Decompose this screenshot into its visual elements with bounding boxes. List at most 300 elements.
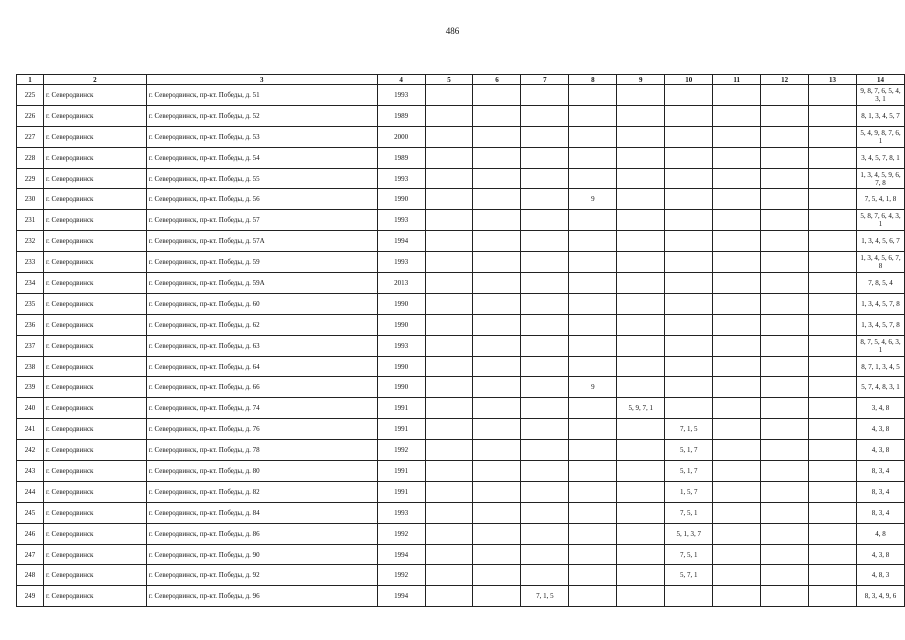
row-number-cell: 249 (17, 586, 44, 607)
year-cell: 1990 (377, 314, 425, 335)
table-row (17, 105, 905, 126)
col13-cell (809, 85, 857, 106)
col9-cell (617, 523, 665, 544)
table-row (17, 293, 905, 314)
year-cell: 1991 (377, 481, 425, 502)
col7-cell (521, 419, 569, 440)
city-cell: г. Северодвинск (43, 252, 146, 273)
year-cell: 1994 (377, 231, 425, 252)
row-number-cell: 230 (17, 189, 44, 210)
col7-cell (521, 461, 569, 482)
col8-cell (569, 502, 617, 523)
col13-cell (809, 356, 857, 377)
col5-cell (425, 314, 473, 335)
col6-cell (473, 586, 521, 607)
city-cell: г. Северодвинск (43, 481, 146, 502)
col9-cell (617, 544, 665, 565)
address-cell: г. Северодвинск, пр-кт. Победы, д. 90 (146, 544, 377, 565)
year-cell: 1993 (377, 210, 425, 231)
row-number-cell: 246 (17, 523, 44, 544)
city-cell: г. Северодвинск (43, 356, 146, 377)
col10-cell (665, 377, 713, 398)
col14-cell: 8, 7, 5, 4, 6, 3, 1 (856, 335, 904, 356)
col9-cell (617, 461, 665, 482)
col11-cell (713, 293, 761, 314)
row-number-cell: 237 (17, 335, 44, 356)
col9-cell (617, 210, 665, 231)
col6-cell (473, 356, 521, 377)
col14-cell: 3, 4, 8 (856, 398, 904, 419)
year-cell: 1992 (377, 565, 425, 586)
col9-cell (617, 481, 665, 502)
col8-cell: 9 (569, 377, 617, 398)
year-cell: 1990 (377, 356, 425, 377)
row-number-cell: 236 (17, 314, 44, 335)
col10-cell (665, 168, 713, 189)
col12-cell (761, 419, 809, 440)
col7-cell (521, 377, 569, 398)
col7-cell (521, 356, 569, 377)
col5-cell (425, 356, 473, 377)
column-header: 10 (665, 75, 713, 85)
city-cell: г. Северодвинск (43, 419, 146, 440)
col8-cell (569, 523, 617, 544)
column-header: 5 (425, 75, 473, 85)
col11-cell (713, 586, 761, 607)
col6-cell (473, 335, 521, 356)
city-cell: г. Северодвинск (43, 544, 146, 565)
city-cell: г. Северодвинск (43, 523, 146, 544)
column-header: 3 (146, 75, 377, 85)
col13-cell (809, 440, 857, 461)
address-cell: г. Северодвинск, пр-кт. Победы, д. 57 (146, 210, 377, 231)
table-row (17, 544, 905, 565)
col13-cell (809, 314, 857, 335)
col11-cell (713, 502, 761, 523)
col12-cell (761, 126, 809, 147)
column-header: 14 (856, 75, 904, 85)
col14-cell: 8, 3, 4, 9, 6 (856, 586, 904, 607)
col10-cell (665, 293, 713, 314)
col13-cell (809, 168, 857, 189)
address-cell: г. Северодвинск, пр-кт. Победы, д. 55 (146, 168, 377, 189)
col12-cell (761, 293, 809, 314)
table-header-row (17, 75, 905, 85)
col7-cell (521, 210, 569, 231)
col8-cell (569, 586, 617, 607)
table-row (17, 147, 905, 168)
row-number-cell: 244 (17, 481, 44, 502)
table-row (17, 356, 905, 377)
year-cell: 1991 (377, 398, 425, 419)
col7-cell (521, 523, 569, 544)
col10-cell (665, 314, 713, 335)
col8-cell (569, 419, 617, 440)
col14-cell: 4, 3, 8 (856, 419, 904, 440)
city-cell: г. Северодвинск (43, 189, 146, 210)
col14-cell: 8, 3, 4 (856, 481, 904, 502)
address-cell: г. Северодвинск, пр-кт. Победы, д. 92 (146, 565, 377, 586)
table-row (17, 419, 905, 440)
row-number-cell: 232 (17, 231, 44, 252)
col8-cell (569, 398, 617, 419)
col14-cell: 7, 8, 5, 4 (856, 273, 904, 294)
col6-cell (473, 231, 521, 252)
col7-cell (521, 440, 569, 461)
col6-cell (473, 210, 521, 231)
col12-cell (761, 210, 809, 231)
col8-cell (569, 544, 617, 565)
col6-cell (473, 377, 521, 398)
city-cell: г. Северодвинск (43, 168, 146, 189)
col8-cell (569, 168, 617, 189)
col9-cell (617, 335, 665, 356)
table-row (17, 231, 905, 252)
row-number-cell: 241 (17, 419, 44, 440)
col14-cell: 3, 4, 5, 7, 8, 1 (856, 147, 904, 168)
col9-cell (617, 252, 665, 273)
address-cell: г. Северодвинск, пр-кт. Победы, д. 74 (146, 398, 377, 419)
column-header: 12 (761, 75, 809, 85)
row-number-cell: 231 (17, 210, 44, 231)
row-number-cell: 240 (17, 398, 44, 419)
col9-cell (617, 502, 665, 523)
col13-cell (809, 377, 857, 398)
col9-cell (617, 189, 665, 210)
address-cell: г. Северодвинск, пр-кт. Победы, д. 66 (146, 377, 377, 398)
col13-cell (809, 210, 857, 231)
col12-cell (761, 335, 809, 356)
col13-cell (809, 126, 857, 147)
col5-cell (425, 168, 473, 189)
col14-cell: 8, 1, 3, 4, 5, 7 (856, 105, 904, 126)
column-header: 11 (713, 75, 761, 85)
table-row (17, 252, 905, 273)
address-cell: г. Северодвинск, пр-кт. Победы, д. 78 (146, 440, 377, 461)
col6-cell (473, 481, 521, 502)
col7-cell (521, 502, 569, 523)
col11-cell (713, 105, 761, 126)
col8-cell (569, 147, 617, 168)
col7-cell (521, 273, 569, 294)
col9-cell (617, 85, 665, 106)
col7-cell (521, 105, 569, 126)
col11-cell (713, 273, 761, 294)
col7-cell (521, 85, 569, 106)
col13-cell (809, 398, 857, 419)
city-cell: г. Северодвинск (43, 398, 146, 419)
row-number-cell: 234 (17, 273, 44, 294)
col10-cell (665, 105, 713, 126)
year-cell: 1994 (377, 544, 425, 565)
col5-cell (425, 461, 473, 482)
col8-cell (569, 126, 617, 147)
col6-cell (473, 252, 521, 273)
address-cell: г. Северодвинск, пр-кт. Победы, д. 64 (146, 356, 377, 377)
col8-cell (569, 356, 617, 377)
col13-cell (809, 502, 857, 523)
col9-cell (617, 586, 665, 607)
col5-cell (425, 335, 473, 356)
year-cell: 1994 (377, 586, 425, 607)
col12-cell (761, 356, 809, 377)
col5-cell (425, 85, 473, 106)
col12-cell (761, 273, 809, 294)
col12-cell (761, 461, 809, 482)
row-number-cell: 248 (17, 565, 44, 586)
col13-cell (809, 273, 857, 294)
col10-cell (665, 85, 713, 106)
city-cell: г. Северодвинск (43, 502, 146, 523)
city-cell: г. Северодвинск (43, 273, 146, 294)
col9-cell (617, 314, 665, 335)
year-cell: 1990 (377, 189, 425, 210)
col9-cell: 5, 9, 7, 1 (617, 398, 665, 419)
col14-cell: 4, 3, 8 (856, 440, 904, 461)
col11-cell (713, 377, 761, 398)
year-cell: 1990 (377, 377, 425, 398)
year-cell: 2000 (377, 126, 425, 147)
col6-cell (473, 126, 521, 147)
col10-cell (665, 210, 713, 231)
col11-cell (713, 440, 761, 461)
city-cell: г. Северодвинск (43, 105, 146, 126)
col14-cell: 7, 5, 4, 1, 8 (856, 189, 904, 210)
col14-cell: 1, 3, 4, 5, 7, 8 (856, 314, 904, 335)
col6-cell (473, 544, 521, 565)
year-cell: 1993 (377, 168, 425, 189)
row-number-cell: 227 (17, 126, 44, 147)
col8-cell (569, 210, 617, 231)
col8-cell (569, 440, 617, 461)
address-cell: г. Северодвинск, пр-кт. Победы, д. 59А (146, 273, 377, 294)
year-cell: 1989 (377, 105, 425, 126)
col13-cell (809, 565, 857, 586)
col12-cell (761, 314, 809, 335)
col5-cell (425, 544, 473, 565)
col8-cell (569, 565, 617, 586)
city-cell: г. Северодвинск (43, 565, 146, 586)
year-cell: 1992 (377, 523, 425, 544)
address-cell: г. Северодвинск, пр-кт. Победы, д. 52 (146, 105, 377, 126)
year-cell: 1993 (377, 85, 425, 106)
col12-cell (761, 502, 809, 523)
city-cell: г. Северодвинск (43, 293, 146, 314)
col8-cell (569, 273, 617, 294)
col8-cell (569, 314, 617, 335)
col9-cell (617, 273, 665, 294)
col6-cell (473, 168, 521, 189)
col7-cell (521, 231, 569, 252)
col7-cell (521, 481, 569, 502)
year-cell: 1989 (377, 147, 425, 168)
col12-cell (761, 586, 809, 607)
col14-cell: 8, 3, 4 (856, 461, 904, 482)
col5-cell (425, 231, 473, 252)
table-row (17, 586, 905, 607)
address-cell: г. Северодвинск, пр-кт. Победы, д. 82 (146, 481, 377, 502)
col5-cell (425, 126, 473, 147)
table-row (17, 481, 905, 502)
col13-cell (809, 147, 857, 168)
col11-cell (713, 419, 761, 440)
col6-cell (473, 565, 521, 586)
row-number-cell: 225 (17, 85, 44, 106)
col6-cell (473, 461, 521, 482)
col5-cell (425, 377, 473, 398)
col6-cell (473, 419, 521, 440)
col5-cell (425, 398, 473, 419)
row-number-cell: 238 (17, 356, 44, 377)
table-row (17, 189, 905, 210)
row-number-cell: 245 (17, 502, 44, 523)
column-header: 4 (377, 75, 425, 85)
year-cell: 1990 (377, 293, 425, 314)
col5-cell (425, 565, 473, 586)
col14-cell: 1, 3, 4, 5, 9, 6, 7, 8 (856, 168, 904, 189)
col11-cell (713, 85, 761, 106)
col8-cell: 9 (569, 189, 617, 210)
table-row (17, 502, 905, 523)
address-cell: г. Северодвинск, пр-кт. Победы, д. 53 (146, 126, 377, 147)
col8-cell (569, 293, 617, 314)
col8-cell (569, 231, 617, 252)
address-cell: г. Северодвинск, пр-кт. Победы, д. 86 (146, 523, 377, 544)
col11-cell (713, 481, 761, 502)
col6-cell (473, 147, 521, 168)
col13-cell (809, 293, 857, 314)
col11-cell (713, 523, 761, 544)
col12-cell (761, 565, 809, 586)
col14-cell: 8, 3, 4 (856, 502, 904, 523)
col6-cell (473, 523, 521, 544)
row-number-cell: 233 (17, 252, 44, 273)
table-body (17, 75, 905, 607)
col6-cell (473, 273, 521, 294)
col6-cell (473, 105, 521, 126)
col12-cell (761, 544, 809, 565)
col10-cell: 7, 5, 1 (665, 544, 713, 565)
table-row (17, 377, 905, 398)
table-row (17, 523, 905, 544)
col13-cell (809, 189, 857, 210)
city-cell: г. Северодвинск (43, 147, 146, 168)
col14-cell: 4, 8 (856, 523, 904, 544)
city-cell: г. Северодвинск (43, 461, 146, 482)
column-header: 8 (569, 75, 617, 85)
col9-cell (617, 293, 665, 314)
city-cell: г. Северодвинск (43, 335, 146, 356)
col13-cell (809, 586, 857, 607)
col8-cell (569, 252, 617, 273)
col14-cell: 5, 8, 7, 6, 4, 3, 1 (856, 210, 904, 231)
col11-cell (713, 147, 761, 168)
col11-cell (713, 126, 761, 147)
col14-cell: 1, 3, 4, 5, 6, 7, 8 (856, 252, 904, 273)
col10-cell: 5, 1, 7 (665, 461, 713, 482)
col12-cell (761, 231, 809, 252)
col12-cell (761, 105, 809, 126)
table-row (17, 461, 905, 482)
address-cell: г. Северодвинск, пр-кт. Победы, д. 96 (146, 586, 377, 607)
col10-cell (665, 252, 713, 273)
col8-cell (569, 85, 617, 106)
column-header: 7 (521, 75, 569, 85)
city-cell: г. Северодвинск (43, 126, 146, 147)
col7-cell (521, 398, 569, 419)
col5-cell (425, 105, 473, 126)
col6-cell (473, 440, 521, 461)
col13-cell (809, 419, 857, 440)
city-cell: г. Северодвинск (43, 231, 146, 252)
col6-cell (473, 502, 521, 523)
col7-cell (521, 189, 569, 210)
col6-cell (473, 85, 521, 106)
col12-cell (761, 85, 809, 106)
col5-cell (425, 502, 473, 523)
col7-cell (521, 168, 569, 189)
col11-cell (713, 461, 761, 482)
col5-cell (425, 293, 473, 314)
address-cell: г. Северодвинск, пр-кт. Победы, д. 63 (146, 335, 377, 356)
col12-cell (761, 147, 809, 168)
col11-cell (713, 314, 761, 335)
col10-cell: 5, 7, 1 (665, 565, 713, 586)
col5-cell (425, 523, 473, 544)
city-cell: г. Северодвинск (43, 440, 146, 461)
address-cell: г. Северодвинск, пр-кт. Победы, д. 84 (146, 502, 377, 523)
col11-cell (713, 398, 761, 419)
col12-cell (761, 252, 809, 273)
col8-cell (569, 105, 617, 126)
column-header: 2 (43, 75, 146, 85)
col9-cell (617, 126, 665, 147)
col14-cell: 5, 4, 9, 8, 7, 6, 1 (856, 126, 904, 147)
col12-cell (761, 440, 809, 461)
col10-cell (665, 189, 713, 210)
address-cell: г. Северодвинск, пр-кт. Победы, д. 80 (146, 461, 377, 482)
col5-cell (425, 273, 473, 294)
col10-cell (665, 586, 713, 607)
city-cell: г. Северодвинск (43, 314, 146, 335)
col11-cell (713, 335, 761, 356)
col10-cell (665, 356, 713, 377)
col5-cell (425, 440, 473, 461)
col11-cell (713, 565, 761, 586)
col14-cell: 4, 3, 8 (856, 544, 904, 565)
table-row (17, 85, 905, 106)
col10-cell: 5, 1, 7 (665, 440, 713, 461)
address-cell: г. Северодвинск, пр-кт. Победы, д. 54 (146, 147, 377, 168)
table-row (17, 126, 905, 147)
address-cell: г. Северодвинск, пр-кт. Победы, д. 56 (146, 189, 377, 210)
city-cell: г. Северодвинск (43, 85, 146, 106)
row-number-cell: 239 (17, 377, 44, 398)
col11-cell (713, 544, 761, 565)
col13-cell (809, 231, 857, 252)
col14-cell: 8, 7, 1, 3, 4, 5 (856, 356, 904, 377)
col7-cell (521, 565, 569, 586)
col7-cell (521, 544, 569, 565)
table-row (17, 168, 905, 189)
col13-cell (809, 544, 857, 565)
col9-cell (617, 356, 665, 377)
col6-cell (473, 189, 521, 210)
table-row (17, 314, 905, 335)
col9-cell (617, 231, 665, 252)
col13-cell (809, 481, 857, 502)
col5-cell (425, 481, 473, 502)
